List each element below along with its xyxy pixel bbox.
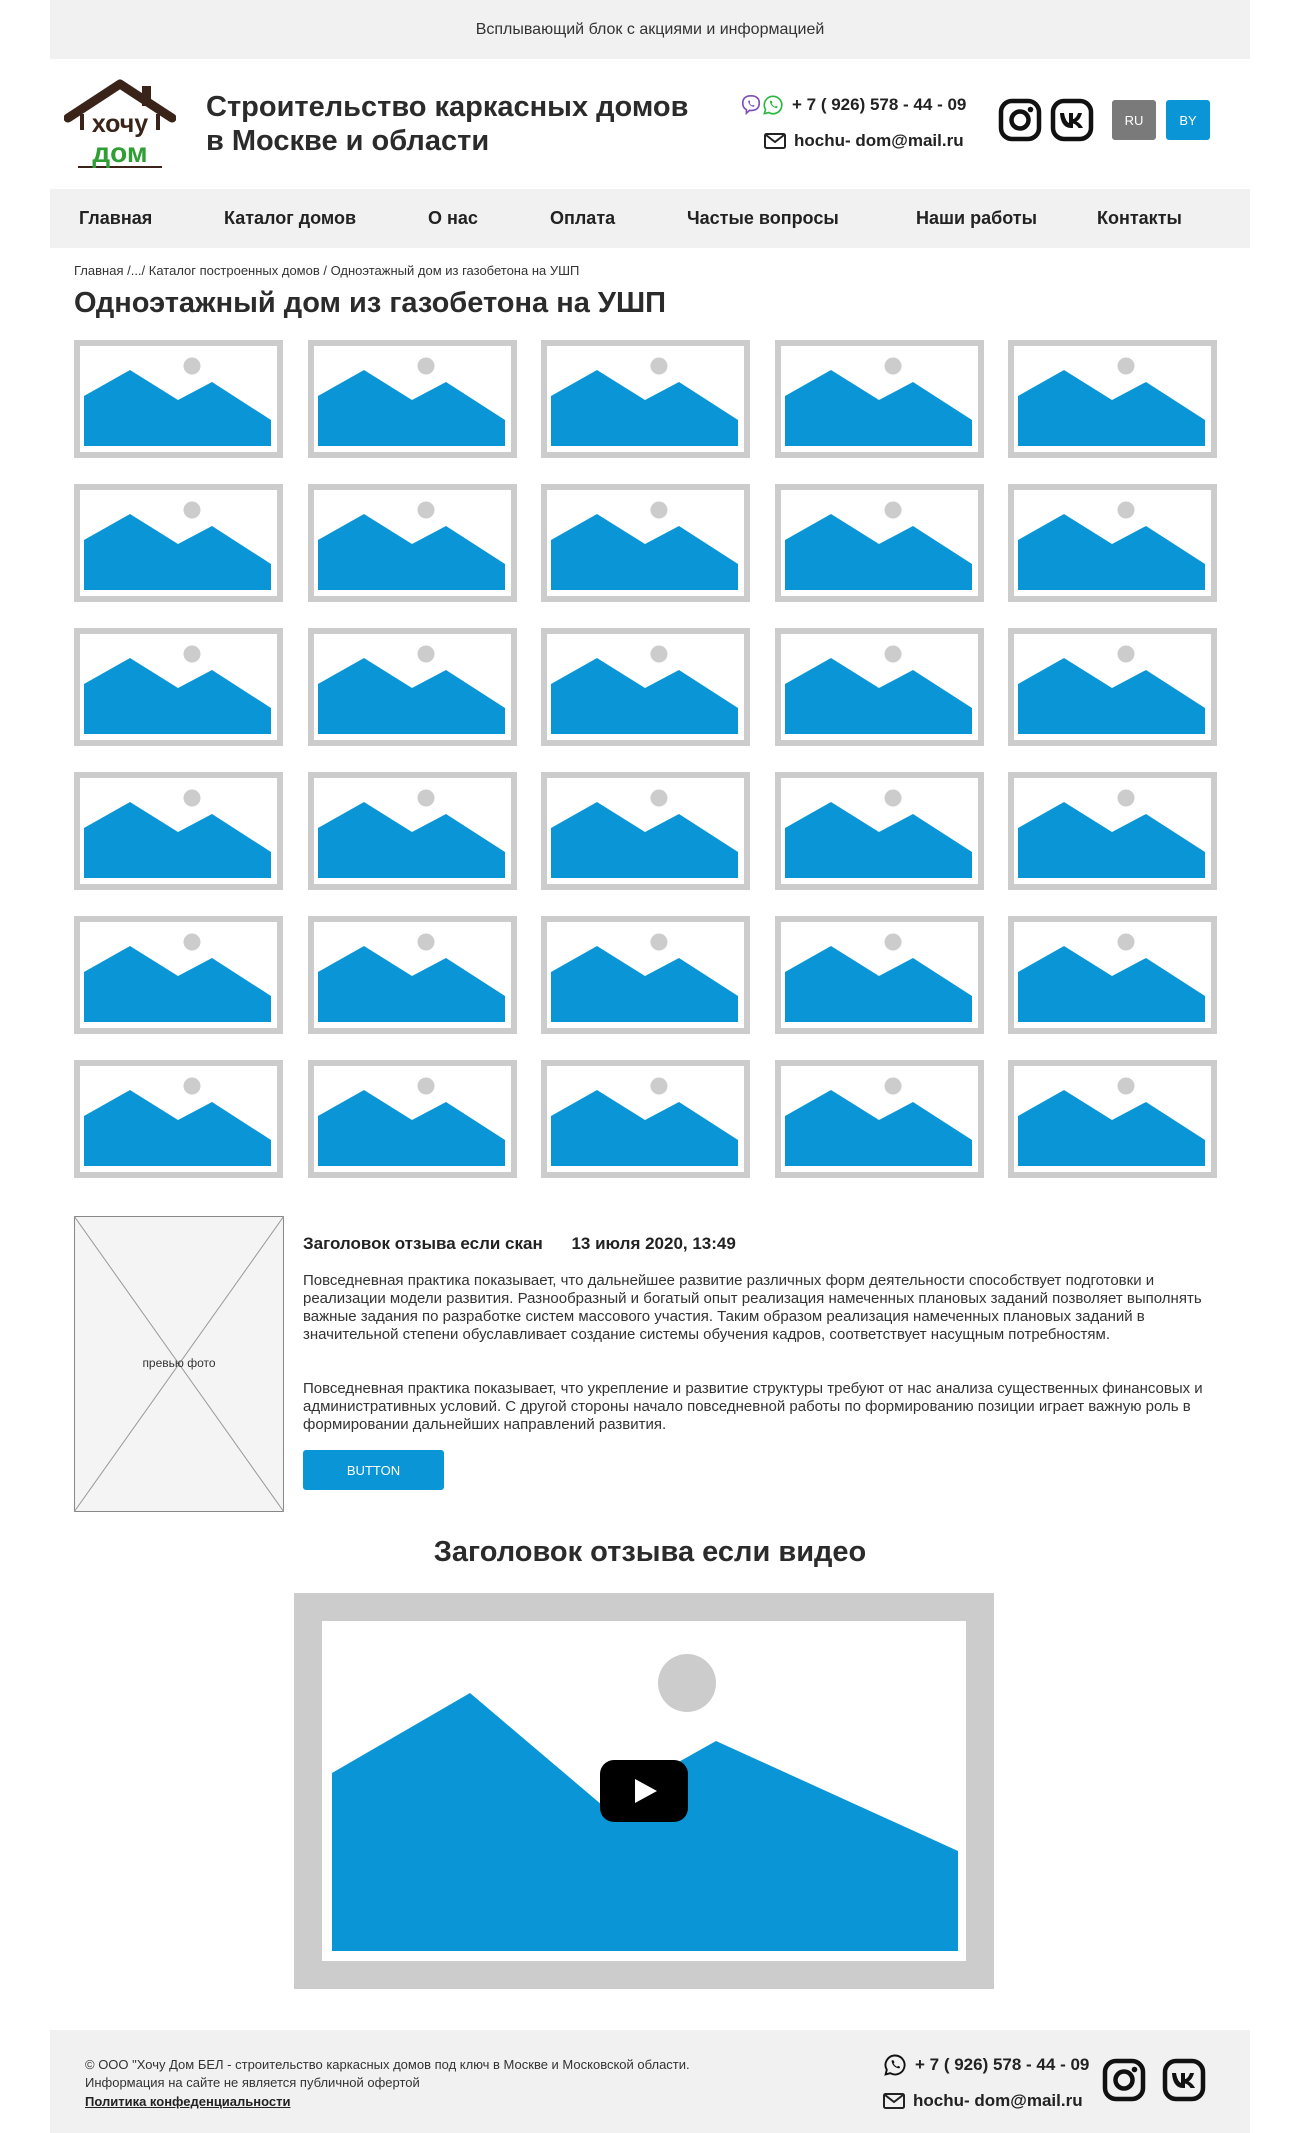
gallery-thumbnail[interactable] — [1008, 628, 1217, 746]
phone-row — [740, 92, 1000, 118]
gallery-thumbnail[interactable] — [74, 484, 283, 602]
gallery-thumbnail[interactable] — [541, 916, 750, 1034]
logo[interactable] — [64, 78, 176, 170]
gallery-thumbnail[interactable] — [541, 628, 750, 746]
page-title: Одноэтажный дом из газобетона на УШП — [74, 287, 666, 319]
gallery-thumbnail[interactable] — [74, 628, 283, 746]
logo-text-top: хочу — [91, 110, 149, 138]
header-phone[interactable]: + 7 ( 926) 578 - 44 - 09 — [792, 95, 967, 114]
image-placeholder-icon — [308, 628, 517, 746]
gallery-thumbnail[interactable] — [775, 916, 984, 1034]
image-placeholder-icon — [74, 628, 283, 746]
viber-icon[interactable] — [740, 94, 762, 116]
gallery-thumbnail[interactable] — [775, 484, 984, 602]
image-placeholder-icon — [74, 340, 283, 458]
image-placeholder-icon — [74, 916, 283, 1034]
image-placeholder-icon — [1008, 772, 1217, 890]
gallery-thumbnail[interactable] — [1008, 916, 1217, 1034]
gallery-thumbnail[interactable] — [74, 1060, 283, 1178]
gallery-thumbnail[interactable] — [541, 484, 750, 602]
image-placeholder-icon — [541, 772, 750, 890]
logo-text-bottom: дом — [92, 137, 148, 168]
gallery-thumbnail[interactable] — [1008, 484, 1217, 602]
main-nav — [50, 189, 1250, 248]
gallery-thumbnail[interactable] — [775, 340, 984, 458]
footer-phone[interactable]: + 7 ( 926) 578 - 44 - 09 — [915, 2055, 1090, 2074]
nav-item-catalog[interactable]: Каталог домов — [224, 208, 357, 228]
gallery-thumbnail[interactable] — [74, 772, 283, 890]
logo-house-icon — [64, 78, 176, 170]
nav-item-works[interactable]: Наши работы — [916, 208, 1037, 228]
gallery-thumbnail[interactable] — [1008, 340, 1217, 458]
gallery-thumbnail[interactable] — [308, 628, 517, 746]
site-title — [206, 90, 746, 158]
review-button[interactable]: BUTTON — [303, 1450, 444, 1490]
gallery-thumbnail[interactable] — [541, 1060, 750, 1178]
image-placeholder-icon — [541, 1060, 750, 1178]
footer-vk-icon[interactable] — [1162, 2058, 1206, 2102]
gallery-thumbnail[interactable] — [1008, 772, 1217, 890]
image-placeholder-icon — [1008, 1060, 1217, 1178]
image-placeholder-icon — [775, 916, 984, 1034]
gallery-thumbnail[interactable] — [308, 340, 517, 458]
image-placeholder-icon — [74, 484, 283, 602]
mail-icon — [883, 2093, 905, 2109]
email-row — [740, 128, 1000, 154]
whatsapp-icon[interactable] — [883, 2053, 907, 2077]
gallery-thumbnail[interactable] — [541, 340, 750, 458]
footer-instagram-icon[interactable] — [1102, 2058, 1146, 2102]
image-placeholder-icon — [775, 1060, 984, 1178]
footer-copyright-line1: © ООО "Хочу Дом БЕЛ - строительство каркасных домов под ключ в Москве и Московской области. — [85, 2057, 690, 2072]
lang-by-button[interactable]: BY — [1166, 100, 1210, 140]
nav-item-about[interactable]: О нас — [428, 208, 478, 228]
review-paragraph-1: Повседневная практика показывает, что дальнейшее развитие различных форм деятельности способствует подготовки и реализации модели развития. Разнообразный и богатый опыт реализация намеченных плановых заданий позволяет выполнять важные задания по разработке систем массового участия. Таким образом реализация намеченных плановых заданий в значительной степени обуславливает создание системы обучения кадров, соответствует насущным потребностям. — [303, 1272, 1202, 1343]
whatsapp-icon[interactable] — [762, 94, 784, 116]
image-placeholder-icon — [308, 1060, 517, 1178]
image-placeholder-icon — [541, 916, 750, 1034]
site-title-line2: в Москве и области — [206, 125, 490, 157]
review-preview-label: превью фото — [142, 1356, 216, 1370]
review-paragraph-2: Повседневная практика показывает, что укрепление и развитие структуры требуют от нас анализа существенных финансовых и административных условий. С другой стороны начало повседневной работы по формированию позиции играет важную роль в формировании дальнейших направлений развития. — [303, 1380, 1203, 1433]
image-placeholder-icon — [775, 772, 984, 890]
image-placeholder-icon — [775, 340, 984, 458]
play-icon[interactable] — [600, 1760, 688, 1822]
nav-item-contacts[interactable]: Контакты — [1097, 208, 1182, 228]
image-placeholder-icon — [1008, 484, 1217, 602]
image-placeholder-icon — [74, 1060, 283, 1178]
image-placeholder-icon — [541, 484, 750, 602]
image-placeholder-icon — [308, 772, 517, 890]
privacy-policy-link[interactable]: Политика конфеденциальности — [85, 2094, 291, 2109]
image-placeholder-icon — [1008, 628, 1217, 746]
image-placeholder-icon — [1008, 916, 1217, 1034]
gallery-thumbnail[interactable] — [308, 484, 517, 602]
gallery-thumbnail[interactable] — [308, 1060, 517, 1178]
review-title: Заголовок отзыва если скан — [303, 1234, 543, 1253]
gallery-thumbnail[interactable] — [308, 916, 517, 1034]
promo-bar — [50, 0, 1250, 59]
gallery-thumbnail[interactable] — [308, 772, 517, 890]
gallery-thumbnail[interactable] — [775, 628, 984, 746]
video-player[interactable] — [294, 1593, 994, 1989]
footer-copyright — [85, 2056, 785, 2092]
lang-ru-button[interactable]: RU — [1112, 100, 1156, 140]
gallery-thumbnail[interactable] — [1008, 1060, 1217, 1178]
header-contacts — [740, 92, 1000, 154]
vk-icon[interactable] — [1050, 98, 1094, 142]
gallery-thumbnail[interactable] — [775, 1060, 984, 1178]
nav-item-home[interactable]: Главная — [79, 208, 153, 228]
image-placeholder-icon — [308, 484, 517, 602]
image-placeholder-icon — [775, 484, 984, 602]
gallery-thumbnail[interactable] — [775, 772, 984, 890]
site-title-line1: Строительство каркасных домов — [206, 91, 689, 123]
breadcrumb[interactable]: Главная /.../ Каталог построенных домов / Одноэтажный дом из газобетона на УШП — [74, 263, 580, 278]
mail-icon — [764, 133, 786, 149]
photo-gallery — [74, 340, 1217, 1178]
promo-text: Всплывающий блок с акциями и информацией — [475, 20, 825, 38]
image-placeholder-icon — [1008, 340, 1217, 458]
image-placeholder-icon — [308, 340, 517, 458]
header-email[interactable]: hochu- dom@mail.ru — [794, 131, 964, 150]
instagram-icon[interactable] — [998, 98, 1042, 142]
review-date: 13 июля 2020, 13:49 — [571, 1234, 736, 1253]
review-header — [303, 1234, 736, 1254]
footer — [50, 2030, 1250, 2133]
nav-item-faq[interactable]: Частые вопросы — [687, 208, 839, 228]
gallery-thumbnail[interactable] — [74, 340, 283, 458]
gallery-thumbnail[interactable] — [74, 916, 283, 1034]
video-review-title: Заголовок отзыва если видео — [433, 1536, 867, 1568]
image-placeholder-icon — [74, 772, 283, 890]
gallery-thumbnail[interactable] — [541, 772, 750, 890]
image-placeholder-icon — [541, 340, 750, 458]
footer-copyright-line2: Информация на сайте не является публичной офертой — [85, 2075, 420, 2090]
image-placeholder-icon — [775, 628, 984, 746]
footer-email[interactable]: hochu- dom@mail.ru — [913, 2091, 1083, 2110]
image-placeholder-icon — [541, 628, 750, 746]
image-placeholder-icon — [308, 916, 517, 1034]
nav-item-payment[interactable]: Оплата — [550, 208, 616, 228]
